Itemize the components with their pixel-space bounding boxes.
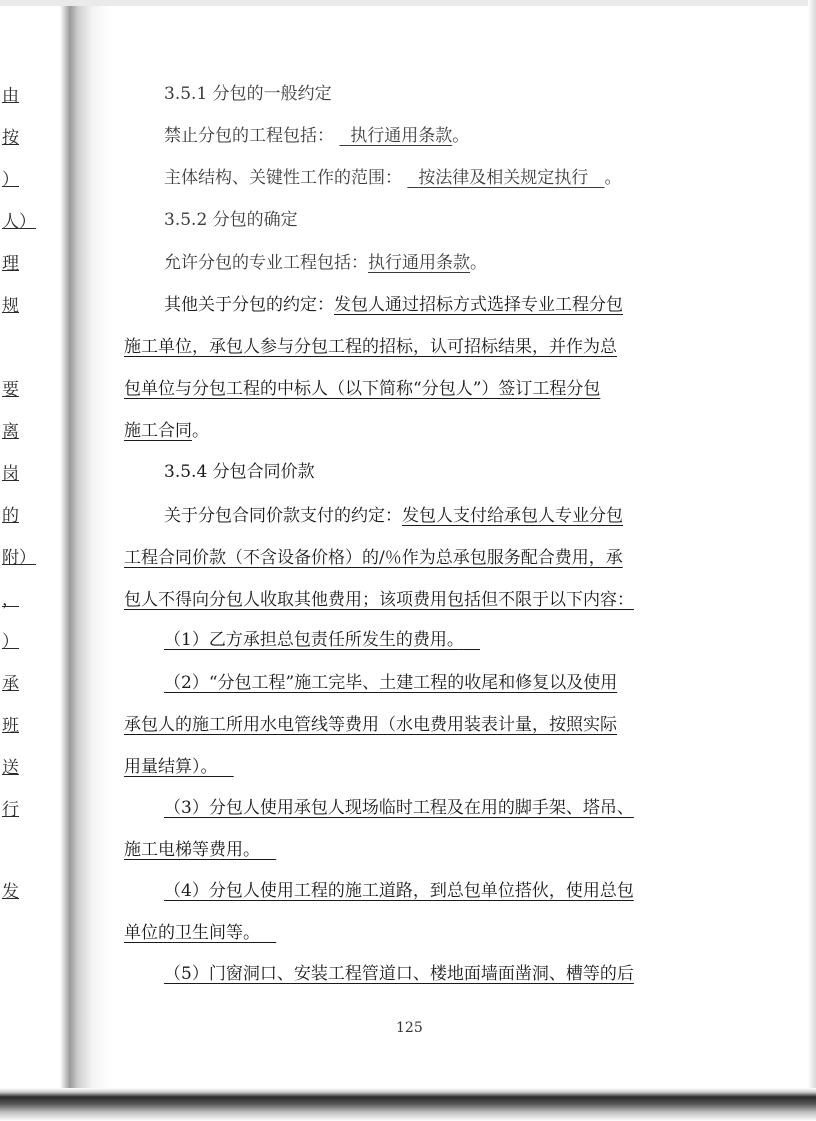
section-heading-3-5-2: 3.5.2 分包的确定 <box>164 210 298 230</box>
item-2-line-2: 承包人的施工所用水电管线等费用（水电费用装表计量，按照实际 <box>124 715 617 735</box>
other-agreement-line-1 <box>164 293 623 317</box>
payment-agreement-line-3: 包人不得向分包人收取其他费用；该项费用包括但不限于以下内容： <box>124 590 634 610</box>
page-right-edge <box>808 0 816 1121</box>
payment-agreement-label: 关于分包合同价款支付的约定： <box>164 506 402 526</box>
gutter-text: ， <box>2 590 19 610</box>
gutter-text: 离 <box>2 422 19 442</box>
gutter-text: 由 <box>2 86 19 106</box>
item-4-line-1: （4）分包人使用工程的施工道路，到总包单位搭伙，使用总包 <box>164 881 634 901</box>
gutter-text: 送 <box>2 758 19 778</box>
payment-agreement-line-1 <box>164 504 623 528</box>
allowed-subcontract-line <box>164 251 487 275</box>
other-agreement-text: 施工合同 <box>124 421 192 441</box>
item-2-line-1: （2）“分包工程”施工完毕、土建工程的收尾和修复以及使用 <box>164 673 618 693</box>
gutter-text: 要 <box>2 380 19 400</box>
gutter-text: 按 <box>2 128 19 148</box>
punctuation: 。 <box>192 421 209 441</box>
item-1 <box>164 628 480 652</box>
gutter-text: 规 <box>2 296 19 316</box>
prohibited-subcontract-line <box>164 124 469 148</box>
item-2-line-3 <box>124 755 234 779</box>
item-4-text: 单位的卫生间等。 <box>124 923 260 943</box>
gutter-text: 人） <box>2 212 36 232</box>
item-3-line-2 <box>124 838 276 862</box>
main-structure-line <box>164 166 621 190</box>
payment-agreement-line-2: 工程合同价款（不含设备价格）的/％作为总承包服务配合费用，承 <box>124 548 623 568</box>
punctuation: 。 <box>452 126 470 146</box>
main-structure-label: 主体结构、关键性工作的范围： <box>164 168 402 188</box>
gutter-text: 理 <box>2 254 19 274</box>
gutter-text: 附） <box>2 548 36 568</box>
prohibited-subcontract-value: 执行通用条款 <box>350 126 453 146</box>
item-3-text: 施工电梯等费用。 <box>124 840 260 860</box>
item-3-line-1: （3）分包人使用承包人现场临时工程及在用的脚手架、塔吊、 <box>164 798 634 818</box>
allowed-subcontract-value: 执行通用条款 <box>368 253 470 273</box>
other-agreement-label: 其他关于分包的约定： <box>164 295 334 315</box>
punctuation: 。 <box>470 253 487 273</box>
gutter-text: 发 <box>2 882 19 902</box>
other-agreement-line-2: 施工单位，承包人参与分包工程的招标，认可招标结果，并作为总 <box>124 337 617 357</box>
prohibited-subcontract-label: 禁止分包的工程包括： <box>164 126 334 146</box>
gutter-text: 承 <box>2 674 19 694</box>
gutter-text: 的 <box>2 506 19 526</box>
section-heading-3-5-1: 3.5.1 分包的一般约定 <box>164 84 332 104</box>
other-agreement-line-3: 包单位与分包工程的中标人（以下简称“分包人”）签订工程分包 <box>124 379 601 399</box>
payment-agreement-text: 发包人支付给承包人专业分包 <box>402 506 623 526</box>
punctuation: 。 <box>604 168 622 188</box>
book-binding-shadow <box>0 1088 816 1121</box>
page-top-edge <box>0 0 816 6</box>
gutter-text: 岗 <box>2 464 19 484</box>
item-5-line-1: （5）门窗洞口、安装工程管道口、楼地面墙面凿洞、槽等的后 <box>164 964 634 984</box>
allowed-subcontract-label: 允许分包的专业工程包括： <box>164 253 368 273</box>
section-heading-3-5-4: 3.5.4 分包合同价款 <box>164 462 315 482</box>
gutter-text: 行 <box>2 800 19 820</box>
other-agreement-text: 发包人通过招标方式选择专业工程分包 <box>334 295 623 315</box>
gutter-text: ） <box>2 632 19 652</box>
other-agreement-line-4 <box>124 419 209 443</box>
item-4-line-2 <box>124 921 276 945</box>
gutter-text: ） <box>2 170 19 190</box>
main-structure-value: 按法律及相关规定执行 <box>418 168 589 188</box>
page-number: 125 <box>396 1020 423 1036</box>
gutter-text: 班 <box>2 716 19 736</box>
item-1-text: （1）乙方承担总包责任所发生的费用。 <box>164 630 464 650</box>
item-2-text: 用量结算）。 <box>124 757 218 777</box>
